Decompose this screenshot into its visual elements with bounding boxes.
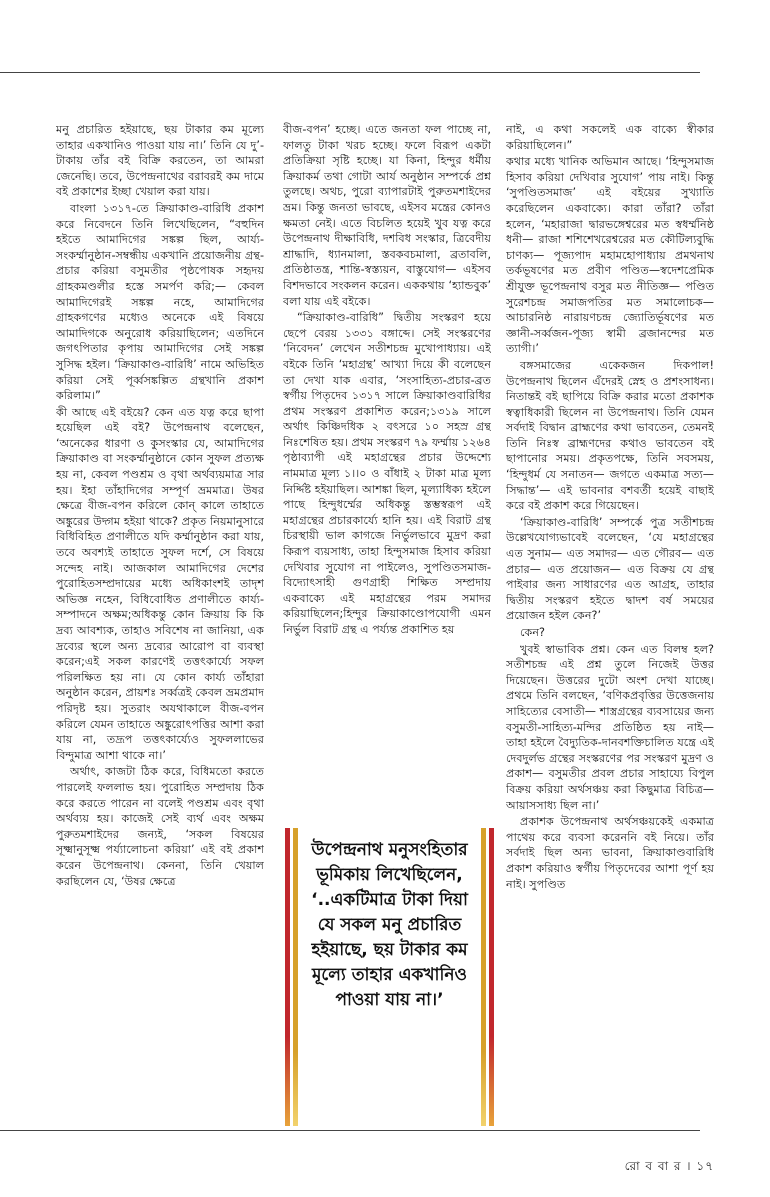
paragraph: কেন? [520, 626, 545, 639]
paragraph: “ক্রিয়াকাণ্ড-বারিধি” দ্বিতীয় সংস্করণ হয়ে ছেপে বেরয় ১৩৩১ বঙ্গাব্দে। সেই সংস্করণের ‘নিবেদন’ লেখেন সতীশচন্দ্র মুখোপাধ্যায়। এই বইকে তিনি ‘মহাগ্রন্থ’ আখ্যা দিয়ে কী বলেছেন তা দেখা যাক এবার, ‘সংসাহিত্য-প্রচার-ব্রত স্বর্গীয় পিতৃদেব ১৩১৭ সালে ক্রিয়াকাণ্ডবারিধির প্রথম সংস্করণ প্রকাশিত করেন;১৩১৯ সালে অর্থাৎ কিঞ্চিদধিক ২ বৎসরে ১০ সহস্র গ্রন্থ নিঃশেষিত হয়। প্রথম সংস্করণ ৭৯ ফর্ম্মায় ১২৬৪ পৃষ্ঠাব্যাপী এই মহাগ্রন্থের প্রচার উদ্দেশ্যে নামমাত্র মূল্য ১।।০ ও বাঁধাই ২ টাকা মাত্র মূল্য নির্দ্দিষ্ট হইয়াছিল। আশঙ্কা ছিল, মূল্যাধিক্য হইলে পাছে হিন্দুধর্ম্মের অধিকন্তু স্তম্ভস্বরূপ এই মহাগ্রন্থের প্রচারকার্য্যে হানি হয়। এই বিরাট গ্রন্থ চিরস্থায়ী ভাল কাগজে নির্ভুলভাবে মুদ্রণ করা কিরূপ ব্যয়সাধ্য, তাহা হিন্দুসমাজ হিসাব করিয়া দেখিবার সুযোগ না পাইলেও, সুপণ্ডিতসমাজ-বিদ্যোৎসাহী গুণগ্রাহী শিক্ষিত সম্প্রদায় একবাক্যে এই মহাগ্রন্থের পরম সমাদর করিয়াছিলেন;হিন্দুর ক্রিয়াকাণ্ডোপযোগী এমন নির্ভুল বিরাট গ্রন্থ এ পর্য্যন্ত প্রকাশিত হয় [283, 311, 491, 636]
paragraph: মনু প্রচারিত হইয়াছে, ছয় টাকার কম মূল্যে তাহার একখানিও পাওয়া যায় না।’ তিনি যে দু’-টাকায় তাঁর বই বিক্রি করতেন, তা আমরা জেনেছি। তবে, উপেন্দ্রনাথের বরাবরই কম দামে বই প্রকাশের ইচ্ছা খেয়াল করা যায়। [56, 123, 264, 199]
paragraph: বঙ্গসমাজের একেকজন দিকপাল! উপেন্দ্রনাথ ছিলেন এঁদেরই স্নেহ ও প্রশংসাধন্য। নিতান্তই বই ছাপিয়ে বিক্রি করার মতো প্রকাশক স্বত্বাধিকারী ছিলেন না উপেন্দ্রনাথ। তিনি যেমন সর্বদাই বিদ্বান ব্রাহ্মণের কথা ভাবতেন, তেমনই তিনি নিঃস্ব ব্রাহ্মণদের কথাও ভাবতেন বই ছাপানোর সময়। প্রকৃতপক্ষে, তিনি সবসময়, ‘হিন্দুধর্ম যে সনাতন— জগতে একমাত্র সত্য— সিদ্ধান্ত’— এই ভাবনার বশবর্তী হয়েই বাছাই করে বই প্রকাশ করে গিয়েছেন। [506, 358, 714, 513]
top-rule [0, 72, 700, 73]
paragraph: অর্থাৎ, কাজটা ঠিক করে, বিধিমতো করতে পারলেই ফললাভ হয়। পুরোহিত সম্প্রদায় ঠিক করে করতে পারেন না বলেই পণ্ডশ্রম এবং বৃথা অর্থব্যয় হয়। কাজেই সেই ব্যর্থ এবং অক্ষম পুরুতমশাইদের জন্যই, ‘সকল বিষয়ের সূক্ষ্মানুসূক্ষ্ম পর্য্যালোচনা করিয়া’ এই বই প্রকাশ করেন উপেন্দ্রনাথ। কেননা, তিনি খেয়াল করছিলেন যে, ‘উষর ক্ষেত্রে [56, 765, 264, 888]
paragraph: নাই, এ কথা সকলেই এক বাক্যে স্বীকার করিয়াছিলেন।” [506, 123, 714, 152]
paragraph: প্রকাশক উপেন্দ্রনাথ অর্থসঞ্চয়কেই একমাত্র পাথেয় করে ব্যবসা করেননি বই নিয়ে। তাঁর সর্বদাই ছিল অন্য ভাবনা, ক্রিয়াকাণ্ডবারিধি প্রকাশ করিয়াও স্বর্গীয় পিতৃদেবের আশা পূর্ণ হয় নাই। সুপণ্ডিত [506, 815, 714, 891]
paragraph: কী আছে এই বইয়ে? কেন এত যত্ন করে ছাপা হয়েছিল এই বই? উপেন্দ্রনাথ বলেছেন, ‘অনেকের ধারণা ও কুসংস্কার যে, আমাদিগের ক্রিয়াকাণ্ড বা সংকর্ম্মানুষ্ঠানে কোন সুফল প্রত্যক্ষ হয় না, কেবল পণ্ডশ্রম ও বৃথা অর্থব্যয়মাত্র সার হয়। ইহা তাঁহাদিগের সম্পূর্ণ ভ্রমমাত্র। উষর ক্ষেত্রে বীজ-বপন করিলে কোন্ কালে তাহাতে অঙ্কুরের উদ্গম হইয়া থাকে? প্রকৃত নিয়মানুসারে বিধিবিহিত প্রণালীতে যদি কর্ম্মানুষ্ঠান করা যায়, তবে অবশ্যই তাহাতে সুফল দর্শে, সে বিষয়ে সন্দেহ নাই। আজকাল আমাদিগের দেশের পুরোহিতসম্প্রদায়ের মধ্যে অধিকাংশই তাদৃশ অভিজ্ঞ নহেন, বিধিবোধিত প্রণালীতে কার্য্য-সম্পাদনে অক্ষম;অধিকন্তু কোন ক্রিয়ায় কি কি দ্রব্য আবশ্যক, তাহাও সবিশেষ না জানিয়া, এক দ্রব্যের স্থলে অন্য দ্রব্যের আরোপ বা ব্যবস্থা করেন;এই সকল কারণেই তত্তৎকার্য্যে সফল পরিলক্ষিত হয় না। যে কোন কার্য্য তাঁহারা অনুষ্ঠান করেন, প্রায়শঃ সর্ব্বত্রই কেবল ভ্রমপ্রমাদ পরিদৃষ্ট হয়। সুতরাং অযথাকালে বীজ-বপন করিলে যেমন তাহাতে অঙ্কুরোৎপত্তির আশা করা যায় না, তদ্রূপ তত্তৎকার্য্যেও সুফললাভের বিন্দুমাত্র আশা থাকে না।’ [56, 405, 264, 762]
paragraph: বীজ-বপন’ হচ্ছে। এতে জনতা ফল পাচ্ছে না, ফালতু টাকা খরচ হচ্ছে। ফলে বিরূপ একটা প্রতিক্রিয়া সৃষ্টি হচ্ছে। যা কিনা, হিন্দুর ধর্মীয় ক্রিয়াকর্ম তথা গোটা আর্য অনুষ্ঠান সম্পর্কে প্রশ্ন তুলছে। অথচ, পুরো ব্যাপারটাই পুরুতমশাইদের ভ্রম। কিন্তু জনতা ভাবছে, এইসব মন্ত্রের কোনও ক্ষমতা নেই। এতে বিচলিত হয়েই খুব যত্ন করে উপেন্দ্রনাথ দীক্ষাবিধি, দশবিধ সংস্কার, ত্রিবেদীয় শ্রাদ্ধাদি, ধ্যানমালা, স্তবকবচমালা, ব্রতাবলি, প্রতিষ্ঠাতন্ত্র, শান্তি-স্বস্ত্যয়ন, বাস্তুযোগ— এইসব বিশদভাবে সংকলন করেন। এককথায় ‘হ্যান্ডবুক’ বলা যায় এই বইকে। [283, 123, 491, 308]
paragraph: ‘ক্রিয়াকাণ্ড-বারিধি’ সম্পর্কে পুত্র সতীশচন্দ্র উল্লেখযোগ্যভাবেই বলেছেন, ‘যে মহাগ্রন্থের এত সুনাম— এত সমাদর— এত গৌরব— এত প্রচার— এত প্রয়োজন— এত বিক্রয় যে গ্রন্থ পাইবার জন্য সাধারণের এত আগ্রহ, তাহার দ্বিতীয় সংস্করণ হইতে দ্বাদশ বর্ষ সময়ের প্রয়োজন হইল কেন?’ [506, 515, 714, 623]
decorative-stripe-left-red [285, 828, 290, 1126]
decorative-stripe-right-red [489, 828, 494, 1126]
pull-quote [283, 828, 496, 1126]
paragraph: খুবই স্বাভাবিক প্রশ্ন। কেন এত বিলম্ব হল? সতীশচন্দ্র এই প্রশ্ন তুলে নিজেই উত্তর দিয়েছেন। উত্তরের দুটো অংশ দেখা যাচ্ছে। প্রথমে তিনি বলছেন, ‘বণিকপ্রবৃত্তির উত্তেজনায় সাহিত্যের বেসাতী— শাস্ত্রগ্রন্থের ব্যবসায়ের জন্য বসুমতী-সাহিত্য-মন্দির প্রতিষ্ঠিত হয় নাই— তাহা হইলে বৈদ্যুতিক-দানবশক্তিচালিত যন্ত্রে এই দেবদুর্লভ গ্রন্থের সংস্করণের পর সংস্করণ মুদ্রণ ও প্রকাশ— বসুমতীর প্রবল প্রচার সাহায্যে বিপুল বিক্রয় করিয়া অর্থসঞ্চয় করা কিছুমাত্র বিচিত্র— আয়াসসাধ্য ছিল না।’ [506, 642, 714, 812]
bottom-rule [0, 1130, 700, 1131]
article-column-3 [506, 122, 714, 1122]
pull-quote-text: উপেন্দ্রনাথ মনুসংহিতার ভূমিকায় লিখেছিলেন, ‘..একটিমাত্র টাকা দিয়া যে সকল মনু প্রচারিত হইয়াছে, ছয় টাকার কম মূল্যে তাহার একখানিও পাওয়া যায় না।’ [311, 840, 468, 1010]
paragraph: কথার মধ্যে খানিক অভিমান আছে। ‘হিন্দুসমাজ হিসাব করিয়া দেখিবার সুযোগ’ পায় নাই। কিন্তু ‘সুপণ্ডিতসমাজ’ এই বইয়ের সুখ্যাতি করেছিলেন একবাক্যে। কারা তাঁরা? তাঁরা হলেন, ‘মহারাজা দ্বারভঙ্গেশ্বরের মত স্বধর্ম্মনিষ্ঠ ধনী— রাজা শশিশেখরেশ্বরের মত কৌটিল্যবুদ্ধি চাণক্য— পূজ্যপাদ মহামহোপাধ্যায় প্রমথনাথ তর্কভূষণের মত প্রবীণ পণ্ডিত—স্বদেশপ্রেমিক শ্রীযুক্ত ভূপেন্দ্রনাথ বসুর মত নীতিজ্ঞ— পণ্ডিত সুরেশচন্দ্র সমাজপতির মত সমালোচক— আচারনিষ্ঠ নারায়ণচন্দ্র জ্যোতির্ভূষণের মত জ্ঞানী-সর্ব্বজন-পূজ্য স্বামী ব্রজানন্দের মত ত্যাগী।’ [506, 155, 714, 356]
decorative-stripe-right-gold [481, 828, 486, 1126]
page-footer: রো ব বা র । ১৭ [624, 1159, 714, 1173]
article-column-1 [56, 122, 264, 1122]
decorative-stripe-left-gold [293, 828, 298, 1126]
article-column-2 [283, 122, 491, 810]
paragraph: বাংলা ১৩১৭-তে ক্রিয়াকাণ্ড-বারিধি প্রকাশ করে নিবেদনে তিনি লিখেছিলেন, “বহুদিন হইতে আমাদিগের সঙ্কল্প ছিল, আর্য্য-সংকর্ম্মানুষ্ঠান-সম্বন্ধীয় একখানি প্রয়োজনীয় গ্রন্থ-প্রচার করিয়া বসুমতীর পৃষ্ঠপোষক সহৃদয় গ্রাহকমণ্ডলীর হস্তে সমর্পণ করি;— কেবল আমাদিগেরই সঙ্কল্প নহে, আমাদিগের গ্রাহকগণের মধ্যেও অনেকে এই বিষয়ে আমাদিগকে অনুরোধ করিয়াছিলেন; এতদিনে জগৎপিতার কৃপায় আমাদিগের সেই সঙ্কল্প সুসিদ্ধ হইল। ‘ক্রিয়াকাণ্ড-বারিধি’ নামে অভিহিত করিয়া সেই পূর্ব্বসঙ্কল্পিত গ্রন্থখানি প্রকাশ করিলাম।” [56, 201, 264, 403]
